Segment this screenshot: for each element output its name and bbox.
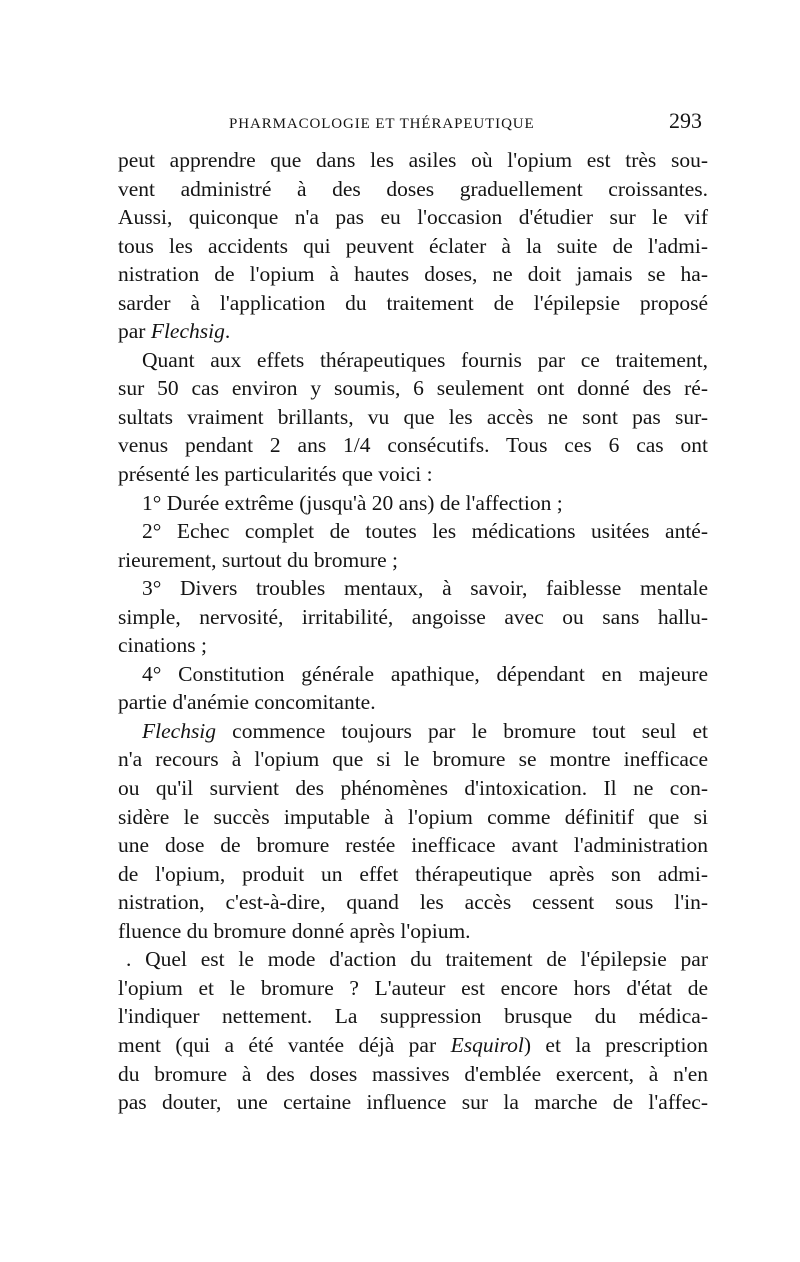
author-name: Esquirol	[450, 1032, 524, 1057]
text-line: sur 50 cas environ y soumis, 6 seulement ont donné des ré-	[118, 376, 708, 401]
text-line: du bromure à des doses massives d'emblée exercent, à n'en	[118, 1061, 708, 1086]
text-line: pas douter, une certaine influence sur la marche de l'affec-	[118, 1090, 708, 1115]
body-text	[118, 146, 708, 1117]
text-line: Aussi, quiconque n'a pas eu l'occasion d'étudier sur le vif	[118, 205, 708, 230]
text-line: nistration, c'est-à-dire, quand les accès cessent sous l'in-	[118, 890, 708, 915]
text-line: sarder à l'application du traitement de l'épilepsie proposé	[118, 290, 708, 315]
text-line: n'a recours à l'opium que si le bromure se montre inefficace	[118, 747, 708, 772]
text-line: une dose de bromure restée inefficace avant l'administration	[118, 833, 708, 858]
text-line: par Flechsig.	[118, 319, 231, 344]
text-line: 3° Divers troubles mentaux, à savoir, faiblesse mentale	[142, 576, 708, 601]
text-line: tous les accidents qui peuvent éclater à la suite de l'admi-	[118, 233, 708, 258]
text-line: venus pendant 2 ans 1/4 consécutifs. Tous ces 6 cas ont	[118, 433, 708, 458]
text-line: peut apprendre que dans les asiles où l'opium est très sou-	[118, 148, 708, 172]
text-line: cinations ;	[118, 633, 207, 658]
text-line: vent administré à des doses graduellement croissantes.	[118, 176, 708, 201]
running-head: PHARMACOLOGIE ET THÉRAPEUTIQUE	[229, 116, 535, 132]
text-line: l'indiquer nettement. La suppression brusque du médica-	[118, 1004, 708, 1029]
author-name: Flechsig	[142, 718, 217, 743]
text-line: sultats vraiment brillants, vu que les accès ne sont pas sur-	[118, 404, 708, 429]
text-line: présenté les particularités que voici :	[118, 462, 433, 487]
text-line: Flechsig commence toujours par le bromure tout seul et	[142, 718, 708, 743]
text-line: nistration de l'opium à hautes doses, ne doit jamais se ha-	[118, 262, 708, 287]
page-header	[118, 108, 708, 144]
text-line: fluence du bromure donné après l'opium.	[118, 918, 471, 943]
text-line: partie d'anémie concomitante.	[118, 690, 376, 715]
text-line: Quant aux effets thérapeutiques fournis par ce traitement,	[142, 347, 708, 372]
page-number: 293	[669, 108, 702, 133]
text-line: simple, nervosité, irritabilité, angoisse avec ou sans hallu-	[118, 604, 708, 629]
text-line: sidère le succès imputable à l'opium comme définitif que si	[118, 804, 708, 829]
text-line: l'opium et le bromure ? L'auteur est encore hors d'état de	[118, 975, 708, 1000]
text-line: de l'opium, produit un effet thérapeutique après son admi-	[118, 861, 708, 886]
text-line: . Quel est le mode d'action du traitement de l'épilepsie par	[126, 947, 708, 972]
text-line: ou qu'il survient des phénomènes d'intoxication. Il ne con-	[118, 776, 708, 801]
text-line: 4° Constitution générale apathique, dépendant en majeure	[142, 661, 708, 686]
author-name: Flechsig	[150, 319, 225, 344]
text-line: 2° Echec complet de toutes les médications usitées anté-	[142, 519, 708, 544]
text-line: rieurement, surtout du bromure ;	[118, 547, 399, 572]
text-line: 1° Durée extrême (jusqu'à 20 ans) de l'affection ;	[142, 490, 563, 515]
text-line: ment (qui a été vantée déjà par Esquirol) et la prescription	[118, 1032, 708, 1057]
